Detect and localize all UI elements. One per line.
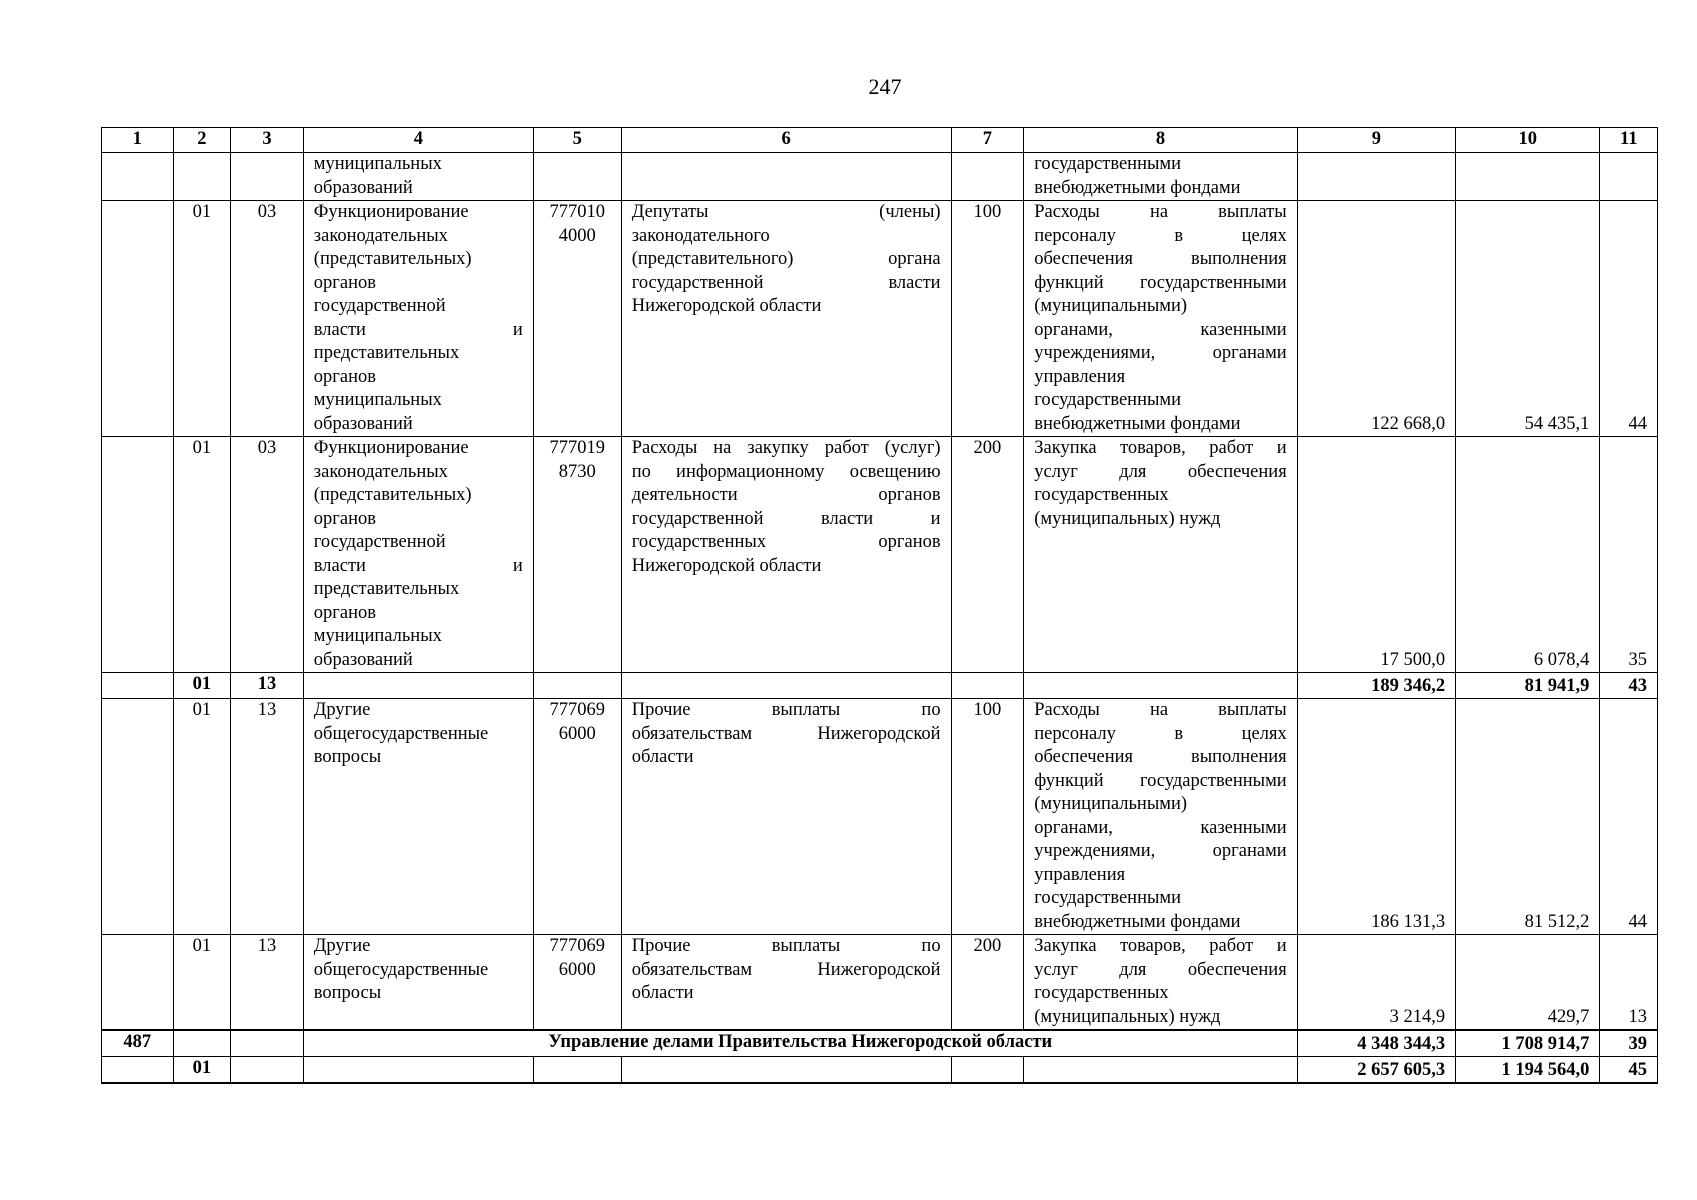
table-header-row (102, 128, 1658, 153)
cell-line: Расходы на выплаты (1034, 700, 1287, 720)
cell-line: органов (313, 602, 376, 623)
cell-line: (муниципальными) (1034, 794, 1188, 814)
cell-col-6 (621, 699, 951, 935)
cell-line: государственной власти (631, 272, 941, 293)
cell-col-7 (951, 153, 1024, 201)
cell-line: органов (313, 508, 376, 529)
cell-col-4 (303, 935, 533, 1031)
cell-col-7: 100 (951, 201, 1024, 437)
cell-line: Расходы на выплаты (1034, 202, 1287, 222)
cell-col-6 (621, 437, 951, 673)
cell-line: образований (313, 177, 413, 198)
cell-line: муниципальных (313, 154, 442, 174)
cell-col-11: 43 (1600, 673, 1658, 699)
cell-line: 777019 (549, 438, 606, 458)
cell-col-10: 81 512,2 (1456, 699, 1600, 935)
cell-col-2: 01 (173, 1057, 231, 1084)
cell-line: 8730 (558, 461, 596, 482)
cell-line: Прочие выплаты по (631, 700, 941, 720)
cell-col-8 (1024, 673, 1297, 699)
header-cell-4: 4 (303, 128, 533, 153)
cell-line: Другие (313, 936, 371, 956)
cell-col-3 (231, 1030, 304, 1057)
cell-col-11: 45 (1600, 1057, 1658, 1084)
cell-line: области (631, 747, 694, 767)
cell-col-3: 13 (231, 673, 304, 699)
cell-col-4 (303, 437, 533, 673)
header-cell-6: 6 (621, 128, 951, 153)
cell-line: учреждениями, органами (1034, 841, 1287, 861)
page-number: 247 (868, 74, 902, 99)
table-row (102, 201, 1658, 437)
cell-col-1 (102, 673, 174, 699)
cell-col-5 (533, 153, 621, 201)
cell-line: Депутаты (члены) (631, 202, 941, 222)
cell-line: власти и (313, 319, 523, 340)
cell-col-5 (533, 1057, 621, 1084)
cell-line: (представительных) (313, 485, 472, 505)
cell-col-2: 01 (173, 437, 231, 673)
cell-line: муниципальных (313, 390, 442, 410)
cell-line: представительных (313, 579, 460, 599)
header-cell-8: 8 (1024, 128, 1297, 153)
cell-col-10 (1456, 153, 1600, 201)
header-cell-3: 3 (231, 128, 304, 153)
cell-col-10: 1 194 564,0 (1456, 1057, 1600, 1084)
cell-line: учреждениями, органами (1034, 343, 1287, 363)
cell-line: обеспечения выполнения (1034, 747, 1287, 767)
cell-line: управления (1034, 366, 1126, 387)
cell-line: органами, казенными (1034, 319, 1287, 340)
cell-col-1 (102, 1057, 174, 1084)
cell-col-2: 01 (173, 201, 231, 437)
cell-line: области (631, 983, 694, 1003)
cell-line: государственными (1034, 888, 1182, 908)
subtotal-row (102, 1030, 1658, 1057)
cell-col-1 (102, 699, 174, 935)
cell-col-2: 01 (173, 699, 231, 935)
cell-line: государственных органов (631, 532, 941, 552)
cell-line: Прочие выплаты по (631, 936, 941, 956)
cell-line: органов (313, 366, 376, 387)
cell-col-7 (951, 1057, 1024, 1084)
cell-col-5 (533, 935, 621, 1031)
cell-line: государственными (1034, 154, 1182, 174)
cell-line: Закупка товаров, работ и (1034, 936, 1287, 956)
cell-line: государственной (313, 532, 446, 552)
cell-line: 4000 (558, 225, 596, 246)
cell-line: услуг для обеспечения (1034, 461, 1287, 482)
cell-line: Нижегородской области (631, 555, 822, 576)
cell-line: по информационному освещению (631, 461, 941, 482)
cell-col-2 (173, 153, 231, 201)
cell-col-11: 44 (1600, 699, 1658, 935)
header-cell-7: 7 (951, 128, 1024, 153)
header-cell-2: 2 (173, 128, 231, 153)
section-title-cell: Управление делами Правительства Нижегородской области (303, 1030, 1297, 1057)
cell-col-4 (303, 699, 533, 935)
cell-line: вопросы (313, 747, 382, 767)
cell-col-9: 122 668,0 (1297, 201, 1455, 437)
cell-line: 6000 (558, 959, 596, 980)
cell-line: внебюджетными фондами (1034, 413, 1241, 434)
cell-line: 777010 (549, 202, 606, 222)
cell-col-8 (1024, 153, 1297, 201)
cell-col-4 (303, 153, 533, 201)
cell-line: муниципальных (313, 626, 442, 646)
cell-line: внебюджетными фондами (1034, 177, 1241, 198)
cell-col-5 (533, 699, 621, 935)
cell-col-11: 44 (1600, 201, 1658, 437)
cell-col-5 (533, 437, 621, 673)
cell-line: органами, казенными (1034, 817, 1287, 838)
cell-col-6 (621, 673, 951, 699)
cell-col-3 (231, 153, 304, 201)
cell-line: (представительного) органа (631, 249, 941, 269)
table-row (102, 935, 1658, 1031)
cell-col-10: 81 941,9 (1456, 673, 1600, 699)
cell-col-6 (621, 153, 951, 201)
cell-line: Расходы на закупку работ (услуг) (631, 438, 941, 458)
cell-line: образований (313, 649, 413, 670)
cell-line: государственной (313, 296, 446, 316)
cell-line: государственной власти и (631, 508, 941, 529)
cell-line: персоналу в целях (1034, 225, 1287, 246)
cell-line: управления (1034, 864, 1126, 885)
cell-col-5 (533, 673, 621, 699)
cell-col-3: 13 (231, 699, 304, 935)
cell-line: деятельности органов (631, 485, 941, 505)
cell-line: 6000 (558, 723, 596, 744)
header-cell-9: 9 (1297, 128, 1455, 153)
cell-col-10: 1 708 914,7 (1456, 1030, 1600, 1057)
cell-col-3: 03 (231, 201, 304, 437)
cell-col-4 (303, 1057, 533, 1084)
cell-line: 777069 (549, 936, 606, 956)
cell-col-8 (1024, 1057, 1297, 1084)
header-cell-5: 5 (533, 128, 621, 153)
cell-line: (муниципальных) нужд (1034, 508, 1221, 529)
cell-line: общегосударственные (313, 959, 489, 980)
cell-line: (муниципальных) нужд (1034, 1006, 1221, 1027)
cell-col-1 (102, 437, 174, 673)
cell-col-6 (621, 1057, 951, 1084)
cell-line: законодательного (631, 225, 770, 246)
cell-line: Закупка товаров, работ и (1034, 438, 1287, 458)
cell-col-5 (533, 201, 621, 437)
cell-col-1 (102, 153, 174, 201)
cell-col-9: 3 214,9 (1297, 935, 1455, 1031)
cell-col-8 (1024, 201, 1297, 437)
cell-line: представительных (313, 343, 460, 363)
cell-line: законодательных (313, 461, 448, 482)
cell-line: (муниципальными) (1034, 296, 1188, 316)
cell-col-6 (621, 201, 951, 437)
cell-col-9 (1297, 153, 1455, 201)
cell-line: государственных (1034, 983, 1169, 1003)
cell-col-9: 4 348 344,3 (1297, 1030, 1455, 1057)
cell-col-9: 2 657 605,3 (1297, 1057, 1455, 1084)
cell-col-8 (1024, 935, 1297, 1031)
cell-col-7: 100 (951, 699, 1024, 935)
cell-line: государственными (1034, 390, 1182, 410)
cell-line: власти и (313, 555, 523, 576)
cell-col-1 (102, 201, 174, 437)
table-row (102, 437, 1658, 673)
cell-line: Функционирование (313, 438, 469, 458)
cell-line: функций государственными (1034, 770, 1287, 791)
subtotal-row (102, 1057, 1658, 1084)
cell-line: внебюджетными фондами (1034, 911, 1241, 932)
cell-col-10: 429,7 (1456, 935, 1600, 1031)
cell-line: образований (313, 413, 413, 434)
cell-col-9: 186 131,3 (1297, 699, 1455, 935)
table-row (102, 699, 1658, 935)
cell-col-2: 01 (173, 673, 231, 699)
cell-col-10: 54 435,1 (1456, 201, 1600, 437)
cell-line: обязательствам Нижегородской (631, 959, 941, 980)
cell-line: (представительных) (313, 249, 472, 269)
cell-col-1 (102, 935, 174, 1031)
cell-col-7: 200 (951, 935, 1024, 1031)
cell-line: услуг для обеспечения (1034, 959, 1287, 980)
header-cell-1: 1 (102, 128, 174, 153)
cell-col-3: 13 (231, 935, 304, 1031)
cell-line: 777069 (549, 700, 606, 720)
cell-col-8 (1024, 699, 1297, 935)
cell-line: органов (313, 272, 376, 293)
cell-col-11: 13 (1600, 935, 1658, 1031)
budget-table (101, 127, 1658, 1084)
cell-col-7: 200 (951, 437, 1024, 673)
header-cell-11: 11 (1600, 128, 1658, 153)
cell-col-9: 17 500,0 (1297, 437, 1455, 673)
cell-col-3 (231, 1057, 304, 1084)
cell-col-9: 189 346,2 (1297, 673, 1455, 699)
cell-col-1: 487 (102, 1030, 174, 1057)
cell-col-4 (303, 201, 533, 437)
cell-line: обязательствам Нижегородской (631, 723, 941, 744)
cell-line: государственных (1034, 485, 1169, 505)
cell-col-11: 39 (1600, 1030, 1658, 1057)
header-cell-10: 10 (1456, 128, 1600, 153)
table-row (102, 153, 1658, 201)
cell-line: Функционирование (313, 202, 469, 222)
cell-line: законодательных (313, 225, 448, 246)
cell-col-10: 6 078,4 (1456, 437, 1600, 673)
cell-col-6 (621, 935, 951, 1031)
cell-line: персоналу в целях (1034, 723, 1287, 744)
cell-col-11 (1600, 153, 1658, 201)
cell-line: Другие (313, 700, 371, 720)
subtotal-row (102, 673, 1658, 699)
cell-col-8 (1024, 437, 1297, 673)
cell-col-11: 35 (1600, 437, 1658, 673)
cell-line: Нижегородской области (631, 296, 822, 316)
cell-line: функций государственными (1034, 272, 1287, 293)
cell-col-7 (951, 673, 1024, 699)
cell-line: обеспечения выполнения (1034, 249, 1287, 269)
cell-col-4 (303, 673, 533, 699)
cell-col-2 (173, 1030, 231, 1057)
cell-line: вопросы (313, 983, 382, 1003)
cell-line: общегосударственные (313, 723, 489, 744)
cell-col-3: 03 (231, 437, 304, 673)
cell-col-2: 01 (173, 935, 231, 1031)
